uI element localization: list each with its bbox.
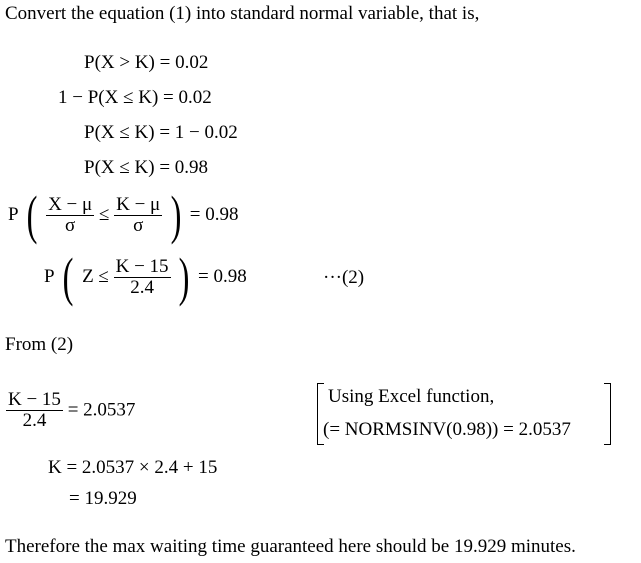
solve-rhs: = 2.0537 [67,399,136,421]
step-4: P(X ≤ K) = 0.98 [84,157,209,178]
left-paren: ( [26,185,38,245]
fraction-x-mu [46,195,94,236]
solve-fraction-line [6,390,135,431]
step-2: 1 − P(X ≤ K) = 0.02 [58,87,212,108]
from-label: From (2) [5,334,74,355]
left-paren: ( [62,247,74,307]
right-paren: ) [170,185,182,245]
step-6-rhs: = 0.98 [198,266,247,287]
fraction-k-mu [114,195,162,236]
leq-sign: ≤ [98,204,110,225]
z-leq: Z ≤ [82,266,109,287]
step-3: P(X ≤ K) = 1 − 0.02 [84,122,238,143]
step-5-p: P [8,204,19,225]
fraction-denominator: σ [133,214,144,236]
k-equation: K = 2.0537 × 2.4 + 15 [48,457,218,478]
step-6 [44,247,247,307]
step-5-rhs: = 0.98 [189,204,239,225]
fraction-numerator: K − 15 [8,389,61,410]
fraction-k-15 [6,390,63,431]
fraction-denominator: 2.4 [22,410,47,431]
fraction-denominator: σ [65,214,76,236]
conclusion-text: Therefore the max waiting time guaranteed here should be 19.929 minutes. [5,536,576,557]
equation-tag: ···(2) [323,267,365,288]
excel-note-line-1: Using Excel function, [328,386,495,407]
excel-note-line-2: (= NORMSINV(0.98)) = 2.0537 [323,419,571,440]
intro-text: Convert the equation (1) into standard normal variable, that is, [5,3,480,24]
fraction-k-15 [114,257,171,298]
fraction-denominator: 2.4 [130,276,154,298]
step-1: P(X > K) = 0.02 [84,52,209,73]
fraction-numerator: X − μ [48,193,93,215]
step-6-p: P [44,266,55,287]
step-5 [8,185,239,245]
fraction-numerator: K − 15 [115,255,169,277]
right-paren: ) [178,247,190,307]
k-result: = 19.929 [69,488,137,509]
fraction-numerator: K − μ [116,193,161,215]
